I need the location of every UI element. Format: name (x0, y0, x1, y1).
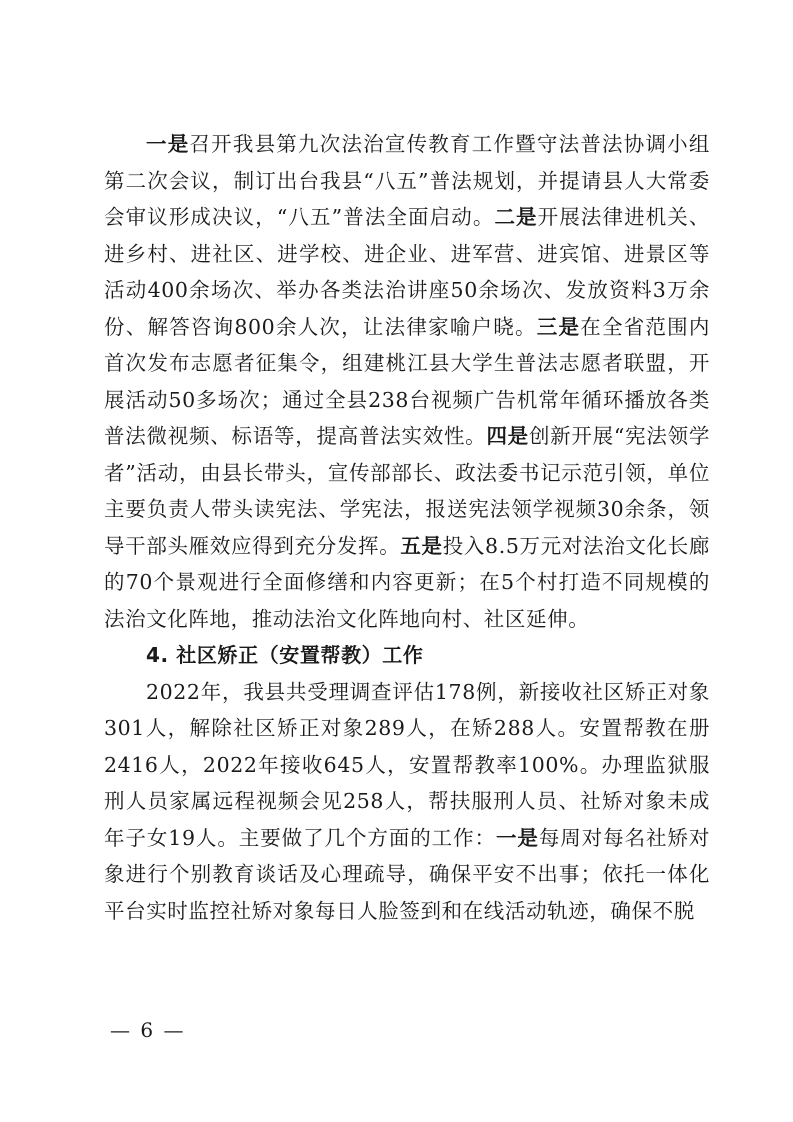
point-text: 在全省范围内首次发布志愿者征集令，组建桃江县大学生普法志愿者联盟，开展活动50多场次；通过全县238台视频广告机常年循环播放各类普法微视频、标语等，提高普法实效性。 (104, 314, 710, 448)
point-label: 三是 (536, 314, 581, 339)
section-heading: 4. 社区矫正（安置帮教）工作 (146, 643, 424, 667)
intro-text: 2022年，我县共受理调查评估178例，新接收社区矫正对象301人，解除社区矫正对象289人，在矫288人。安置帮教在册2416人，2022年接收645人，安置帮教率100%。办理监狱服刑人员家属远程视频会见258人，帮扶服刑人员、社矫对象未成年子女19人。主要做了几个方面的工作： (104, 679, 710, 850)
body-text (104, 126, 710, 929)
point-text: 创新开展“宪法领学者”活动，由县长带头，宣传部部长、政法委书记示范引领，单位主要负责人带头读宪法、学宪法，报送宪法领学视频30余条，领导干部头雁效应得到充分发挥。 (104, 424, 710, 558)
point-text: 每周对每名社矫对象进行个别教育谈话及心理疏导，确保平安不出事；依托一体化平台实时监控社矫对象每日人脸签到和在线活动轨迹，确保不脱 (104, 825, 710, 923)
point-label: 五是 (400, 533, 443, 558)
point-text: 开展法律进机关、进乡村、进社区、进学校、进企业、进军营、进宾馆、进景区等活动400余场次、举办各类法治讲座50余场次、发放资料3万余份、解答咨询800余人次，让法律家喻户晓。 (104, 205, 711, 339)
point-label: 二是 (494, 205, 538, 229)
point-label: 四是 (486, 424, 529, 448)
point-text: 召开我县第九次法治宣传教育工作暨守法普法协调小组第二次会议，制订出台我县“八五”普法规划，并提请县人大常委会审议形成决议，“八五”普法全面启动。 (104, 132, 710, 229)
point-label: 一是 (146, 132, 190, 156)
page-number: — 6 — (110, 1018, 186, 1042)
point-text: 投入8.5万元对法治文化长廊的70个景观进行全面修缮和内容更新；在5个村打造不同规模的法治文化阵地，推动法治文化阵地向村、社区延伸。 (104, 533, 710, 631)
point-label: 一是 (495, 825, 539, 850)
paragraph-community-correction (104, 674, 710, 930)
paragraph-law-publicity (104, 126, 710, 637)
